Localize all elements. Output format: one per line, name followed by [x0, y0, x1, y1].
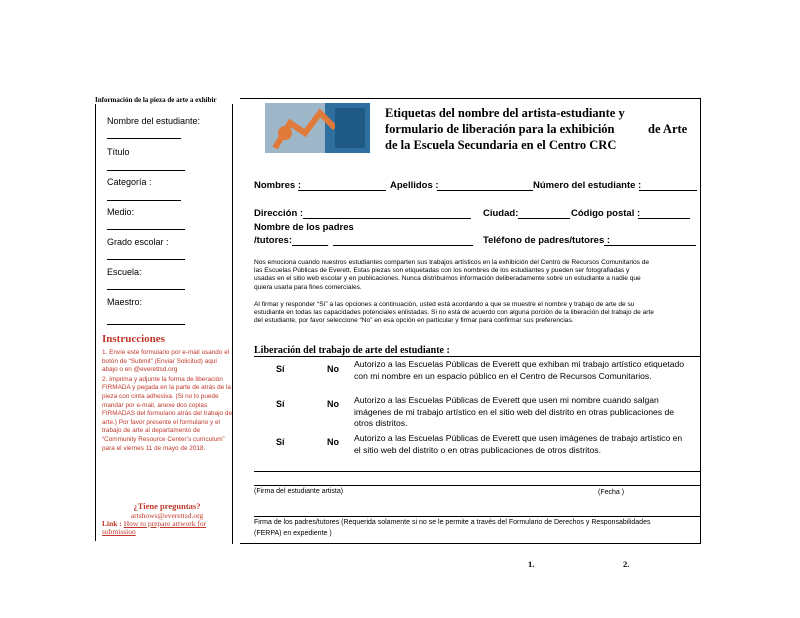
category-input-line[interactable] [107, 200, 181, 201]
title-line-2a: formulario de liberación para la exhibición [385, 122, 615, 136]
student-signature-label: (Firma del estudiante artista) [254, 488, 344, 495]
title-line-2 [385, 121, 695, 137]
parent-signature-label-2: (FERPA) en expediente ) [254, 530, 332, 537]
field-label-medium: Medio: [107, 207, 135, 217]
page-number-2: 2. [623, 559, 630, 569]
ciudad-label: Ciudad: [483, 208, 519, 219]
intro-paragraph: Nos emociona cuando nuestros estudiantes comparten sus trabajos artísticos en la exhibición del Centro de Recursos Comunitarios de las Escuelas Públicas de Everett. Estas piezas son etiquetadas con los nombres de los estudiantes y pueden ser fotografiadas y usadas en el sitio web escolar y en publicaciones. Nunca distribuimos información deliberadamente sobre un estudiante a nadie que quiera usarla para fines comerciales. [254, 259, 650, 291]
sidebar-right-border [232, 104, 233, 544]
field-label-grade: Grado escolar : [107, 237, 169, 247]
sidebar-left-border [95, 104, 96, 541]
main-border-top [240, 98, 701, 99]
student-name-input-line[interactable] [107, 138, 181, 139]
ciudad-input[interactable] [518, 208, 570, 219]
field-label-school: Escuela: [107, 267, 142, 277]
release-table [254, 356, 701, 472]
instruction-item: 2. Imprima y adjunte la forma de liberación FIRMADA y pegada en la parte de atrás de la pieza con cinta adhesiva. (Si no lo puede mandar por e-mail, anexe dos copias FIRMADAS del formulario atrás del trabajo de arte.) Por favor presente el formulario y el trabajo de arte al departamento de “Community Resource Center’s curriculum” para el viernes 11 de mayo de 2018. [102, 375, 232, 452]
field-label-student-name: Nombre del estudiante: [107, 116, 201, 126]
sidebar-title: Información de la pieza de arte a exhibir [95, 96, 217, 104]
instructions-list [102, 349, 232, 453]
padres-input-1[interactable] [292, 235, 328, 246]
yes-option[interactable]: Sí [276, 437, 285, 447]
codigo-input[interactable] [638, 208, 690, 219]
date-label: (Fecha ) [598, 489, 625, 496]
grade-input-line[interactable] [107, 259, 185, 260]
link-block [102, 520, 232, 536]
codigo-label: Código postal : [571, 208, 641, 219]
parent-signature-line[interactable] [254, 516, 700, 517]
nombres-input[interactable] [298, 180, 386, 191]
questions-email[interactable]: artshows@everettsd.org [130, 511, 204, 520]
numero-label: Número del estudiante : [533, 180, 642, 191]
student-signature-line[interactable] [254, 485, 700, 486]
teacher-input-line[interactable] [107, 324, 185, 325]
title-line-3: de la Escuela Secundaria en el Centro CRC [385, 138, 617, 152]
release-text: Autorizo a las Escuelas Públicas de Everett que exhiban mi trabajo artístico etiquetado con mi nombre en un espacio público en el Centro de Recursos Comunitarios. [354, 359, 685, 381]
apellidos-input[interactable] [437, 180, 533, 191]
yes-option[interactable]: Sí [276, 399, 285, 409]
apellidos-label: Apellidos : [390, 180, 439, 191]
main-border-right [700, 98, 701, 543]
consent-paragraph: Al firmar y responder “Sí” a las opciones a continuación, usted está acordando a que se muestre el nombre y trabajo de arte de su estudiante en todas las capacidades potenciales enlistadas. Si no está de acuerdo con alguna porción de la liberación del trabajo de arte del estudiante, por favor seleccione “No” en esa opción en particular y firmar para confirmar sus preferencias. [254, 301, 654, 325]
release-text: Autorizo a las Escuelas Públicas de Everett que usen mi nombre cuando salgan imágenes de mi trabajo artístico en el sitio web del distrito en otras publicaciones de otros distritos. [354, 395, 675, 428]
field-label-title: Título [107, 147, 130, 157]
prepare-artwork-link[interactable]: How to prepare artwork for submission [102, 519, 207, 536]
release-heading: Liberación del trabajo de arte del estudiante : [254, 345, 450, 356]
padres-input-2[interactable] [333, 235, 473, 246]
page-number-1: 1. [528, 559, 535, 569]
no-option[interactable]: No [327, 364, 339, 374]
main-border-bottom [240, 543, 701, 544]
field-label-category: Categoría : [107, 177, 152, 187]
field-label-teacher: Maestro: [107, 297, 143, 307]
direccion-label: Dirección : [254, 208, 304, 219]
parent-signature-label-1: Firma de los padres/tutores (Requerida solamente si no se le permite a través del Formulario de Derechos y Responsabilidades [254, 519, 651, 526]
nombres-label: Nombres : [254, 180, 301, 191]
link-label: Link : [102, 519, 122, 528]
release-text: Autorizo a las Escuelas Públicas de Everett que usen imágenes de trabajo artístico en el sitio web del distrito o en otras publicaciones de otros distritos. [354, 433, 683, 455]
instruction-item: 1. Envíe este formulario por e-mail usando el botón de “Submit” (Enviar Solicitud) aquí abajo o en @everettsd.org [102, 349, 230, 374]
medium-input-line[interactable] [107, 229, 185, 230]
telefono-input[interactable] [604, 235, 696, 246]
form-title [385, 105, 695, 153]
telefono-label: Teléfono de padres/tutores : [483, 235, 611, 246]
title-line-2b: de Arte [648, 122, 688, 136]
yes-option[interactable]: Sí [276, 364, 285, 374]
district-logo-image [265, 103, 370, 153]
title-line-1: Etiquetas del nombre del artista-estudiante y [385, 106, 625, 120]
numero-input[interactable] [639, 180, 697, 191]
padres-label-2: /tutores: [254, 235, 292, 246]
questions-block [102, 502, 232, 520]
direccion-input[interactable] [303, 208, 471, 219]
instructions-heading: Instrucciones [102, 333, 165, 345]
no-option[interactable]: No [327, 399, 339, 409]
questions-heading: ¿Tiene preguntas? [133, 501, 201, 511]
no-option[interactable]: No [327, 437, 339, 447]
padres-label-1: Nombre de los padres [254, 222, 354, 233]
school-input-line[interactable] [107, 289, 185, 290]
title-input-line[interactable] [107, 170, 185, 171]
